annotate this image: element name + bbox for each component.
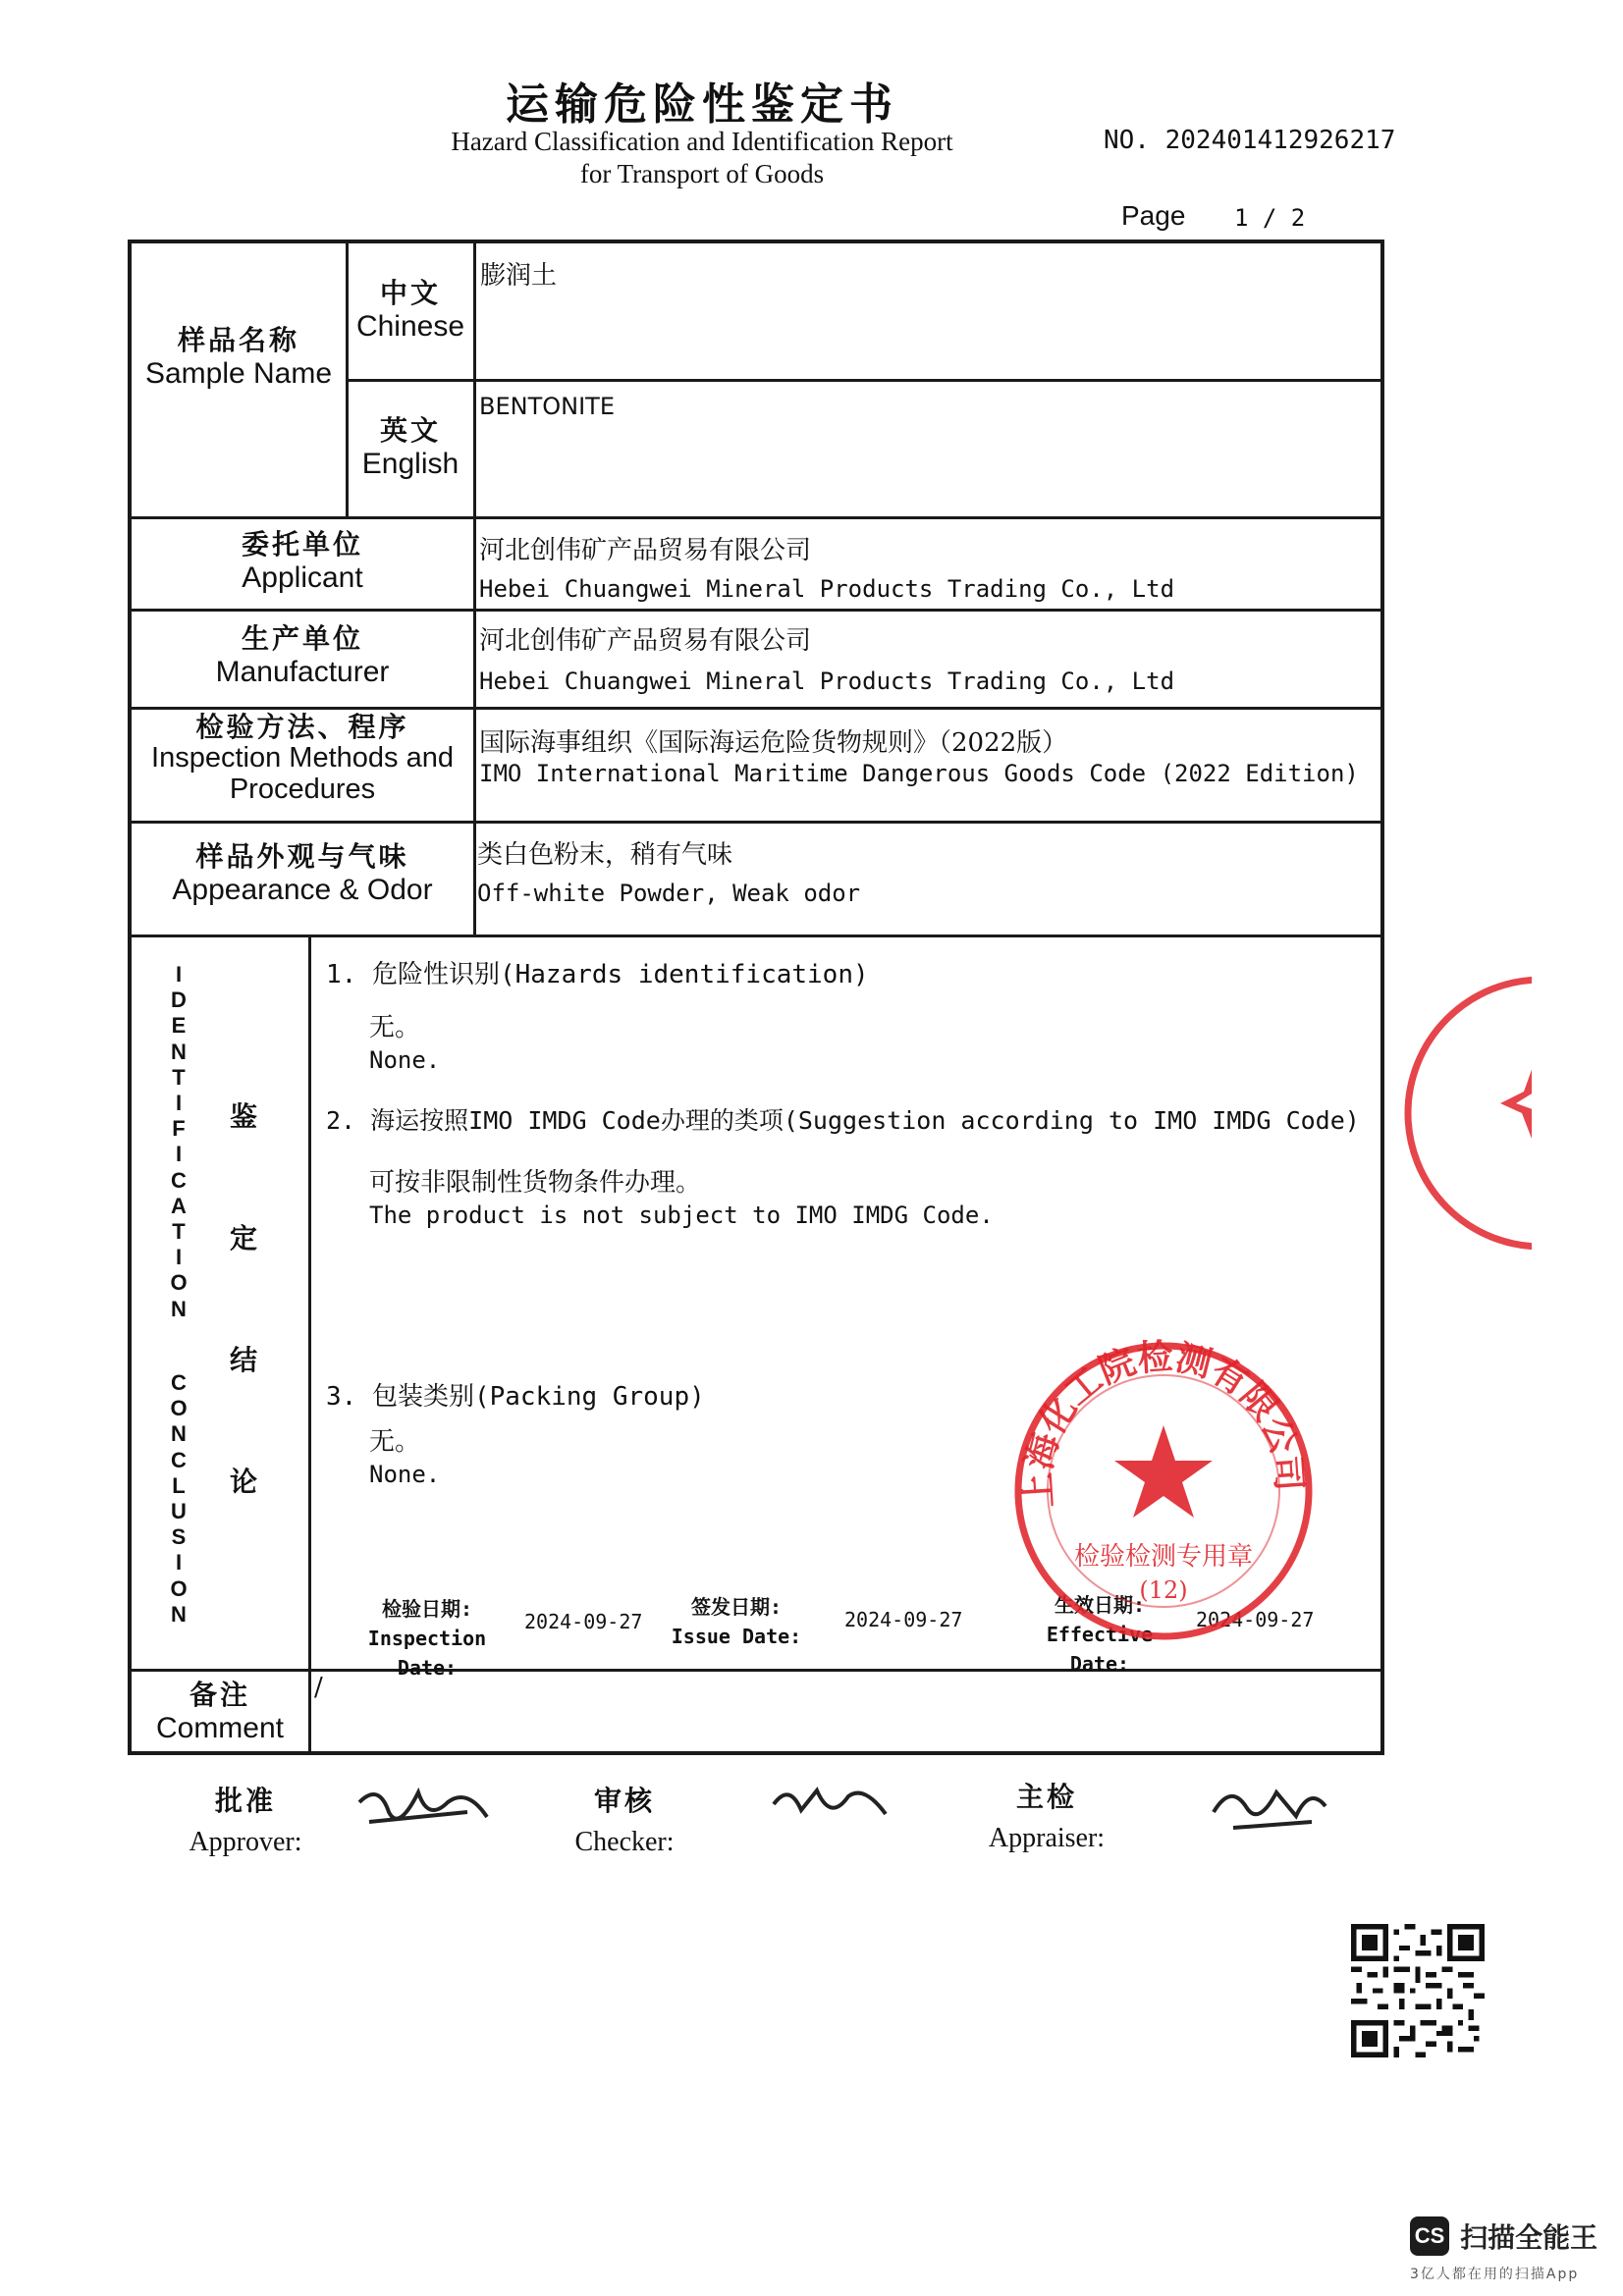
- seal-subtext: 检验检测专用章: [1073, 1542, 1254, 1572]
- side-letter: I: [175, 1091, 183, 1116]
- applicant-label: [132, 528, 473, 595]
- divider-manufacturer-methods: [128, 707, 1384, 710]
- side-letter: S: [171, 1524, 187, 1550]
- item1-value-en: None.: [369, 1046, 441, 1074]
- side-letter: N: [171, 1296, 187, 1321]
- issue-date-label-en: Issue Date:: [671, 1625, 802, 1648]
- methods-label-en-line1: Inspection Methods and: [151, 741, 454, 774]
- divider-chinese-english: [346, 379, 1384, 382]
- seal-star-icon: [1114, 1425, 1213, 1518]
- sample-name-english-value: BENTONITE: [479, 393, 615, 420]
- company-seal: [1009, 1337, 1318, 1645]
- effective-date-label-zh: 生效日期:: [1054, 1593, 1146, 1617]
- page-label: Page: [1121, 200, 1186, 231]
- identification-vertical-label: [164, 962, 193, 1322]
- divider-appearance-conclusion: [128, 934, 1384, 937]
- applicant-label-zh: 委托单位: [241, 528, 363, 561]
- side-letter: N: [171, 1421, 187, 1447]
- report-title-en-line1: Hazard Classification and Identification Report: [451, 127, 953, 156]
- side-letter: O: [170, 1270, 188, 1296]
- side-zh-char-4: 论: [229, 1466, 257, 1498]
- side-letter: T: [172, 1219, 186, 1245]
- side-letter: I: [175, 1550, 183, 1575]
- inspection-date-label-en: Inspection Date:: [367, 1627, 487, 1680]
- divider-methods-appearance: [128, 821, 1384, 824]
- side-zh-char-1: 鉴: [229, 1100, 257, 1133]
- approver-label-en: Approver:: [189, 1827, 302, 1857]
- side-letter: I: [175, 962, 183, 987]
- conclusion-vertical-label: [164, 1370, 193, 1628]
- methods-label-zh: 检验方法、程序: [195, 711, 409, 743]
- item1-value-zh: 无。: [369, 1013, 421, 1042]
- report-title-en-line2: for Transport of Goods: [579, 159, 825, 188]
- side-letter: C: [171, 1167, 187, 1193]
- manufacturer-value-en: Hebei Chuangwei Mineral Products Trading Co., Ltd: [479, 667, 1175, 695]
- edge-seal: [1394, 966, 1532, 1260]
- appraiser-label: [968, 1777, 1125, 1859]
- side-letter: C: [171, 1370, 187, 1395]
- english-label-zh: 英文: [379, 414, 441, 447]
- approver-signature: [350, 1773, 497, 1842]
- side-letter: F: [172, 1116, 186, 1142]
- chinese-label: [348, 277, 473, 344]
- report-title-zh: 运输危险性鉴定书: [506, 80, 898, 130]
- divider-applicant-manufacturer: [128, 609, 1384, 612]
- side-letter: L: [172, 1472, 186, 1498]
- methods-value-zh: 国际海事组织《国际海运危险货物规则》（2022版）: [479, 728, 1068, 758]
- applicant-value-zh: 河北创伟矿产品贸易有限公司: [479, 536, 812, 565]
- manufacturer-label: [132, 622, 473, 689]
- sample-name-chinese-value: 膨润土: [480, 261, 558, 291]
- item2-heading: 2. 海运按照IMO IMDG Code办理的类项(Suggestion according to IMO IMDG Code): [326, 1106, 1360, 1135]
- side-letter: O: [170, 1575, 188, 1601]
- english-label-en: English: [361, 448, 460, 481]
- appearance-value-zh: 类白色粉末，稍有气味: [477, 840, 733, 870]
- comment-label: [132, 1679, 308, 1745]
- methods-value-en: IMO International Maritime Dangerous Goods Code (2022 Edition): [479, 760, 1359, 787]
- effective-date-value: 2024-09-27: [1196, 1608, 1315, 1631]
- chinese-label-zh: 中文: [379, 277, 441, 309]
- checker-signature: [766, 1775, 893, 1834]
- checker-label-en: Checker:: [574, 1827, 675, 1857]
- seal-text-path: 上海化工院检测有限公司: [1017, 1337, 1310, 1510]
- appraiser-signature: [1204, 1769, 1331, 1838]
- side-zh-char-2: 定: [229, 1222, 257, 1255]
- item3-value-zh: 无。: [369, 1427, 421, 1457]
- inspection-date-label-zh: 检验日期:: [381, 1597, 473, 1621]
- comment-label-zh: 备注: [189, 1679, 250, 1711]
- sample-name-label: [132, 324, 346, 391]
- divider-sample-applicant: [128, 516, 1384, 519]
- applicant-value-en: Hebei Chuangwei Mineral Products Trading Co., Ltd: [479, 575, 1175, 603]
- manufacturer-value-zh: 河北创伟矿产品贸易有限公司: [479, 626, 812, 656]
- appearance-value-en: Off-white Powder, Weak odor: [477, 880, 861, 907]
- side-letter: T: [172, 1064, 186, 1090]
- side-letter: E: [171, 1013, 187, 1039]
- methods-label: [132, 713, 473, 806]
- divider-value-col: [473, 240, 476, 934]
- seal-number: (12): [1139, 1576, 1188, 1604]
- issue-date-label-zh: 签发日期:: [690, 1595, 783, 1619]
- chinese-label-en: Chinese: [355, 310, 465, 344]
- side-letter: N: [171, 1601, 187, 1627]
- issue-date-value: 2024-09-27: [844, 1608, 963, 1631]
- inspection-date-value: 2024-09-27: [524, 1610, 643, 1633]
- side-letter: N: [171, 1039, 187, 1064]
- report-number: NO. 202401412926217: [1104, 126, 1396, 155]
- camscanner-logo-box: CS: [1410, 2216, 1449, 2256]
- comment-value: /: [314, 1673, 323, 1702]
- sample-name-label-zh: 样品名称: [177, 324, 299, 356]
- issue-date-label: [668, 1592, 805, 1651]
- comment-label-en: Comment: [155, 1712, 285, 1745]
- effective-date-label-en: Effective Date:: [1046, 1623, 1154, 1676]
- camscanner-brand-name: 扫描全能王: [1460, 2221, 1598, 2254]
- side-letter: A: [171, 1193, 187, 1218]
- item2-value-en: The product is not subject to IMO IMDG Code.: [369, 1201, 994, 1229]
- sample-name-label-en: Sample Name: [144, 357, 333, 391]
- camscanner-tagline: 3亿人都在用的扫描App: [1410, 2267, 1580, 2282]
- side-letter: O: [170, 1396, 188, 1421]
- appraiser-label-en: Appraiser:: [988, 1823, 1106, 1853]
- manufacturer-label-zh: 生产单位: [241, 622, 363, 655]
- side-letter: I: [175, 1142, 183, 1167]
- divider-conclusion-col: [308, 934, 311, 1755]
- side-zh-char-3: 结: [229, 1344, 257, 1376]
- item2-value-zh: 可按非限制性货物条件办理。: [369, 1168, 702, 1198]
- side-letter: I: [175, 1245, 183, 1270]
- camscanner-logo: [1410, 2216, 1597, 2256]
- approver-label: [157, 1781, 334, 1863]
- item3-heading: 3. 包装类别(Packing Group): [326, 1382, 705, 1412]
- edge-seal-star-icon: [1500, 1064, 1532, 1139]
- appearance-label-en: Appearance & Odor: [172, 874, 433, 907]
- methods-label-en-line2: Procedures: [229, 773, 376, 805]
- appearance-label-zh: 样品外观与气味: [195, 840, 409, 873]
- page-number: 1 / 2: [1234, 204, 1306, 232]
- approver-label-zh: 批准: [214, 1785, 276, 1817]
- side-letter: C: [171, 1447, 187, 1472]
- item1-heading: 1. 危险性识别(Hazards identification): [326, 960, 869, 989]
- inspection-date-label: [334, 1594, 520, 1682]
- manufacturer-label-en: Manufacturer: [215, 656, 390, 689]
- checker-label: [556, 1781, 693, 1863]
- checker-label-zh: 审核: [593, 1785, 655, 1817]
- divider-conclusion-comment: [128, 1669, 1384, 1672]
- qr-code-icon: [1351, 1924, 1485, 2057]
- appearance-label: [132, 840, 473, 907]
- side-letter: D: [171, 988, 187, 1013]
- applicant-label-en: Applicant: [242, 561, 363, 595]
- item3-value-en: None.: [369, 1461, 441, 1488]
- appraiser-label-zh: 主检: [1015, 1781, 1077, 1813]
- side-letter: U: [171, 1499, 187, 1524]
- english-label: [348, 414, 473, 481]
